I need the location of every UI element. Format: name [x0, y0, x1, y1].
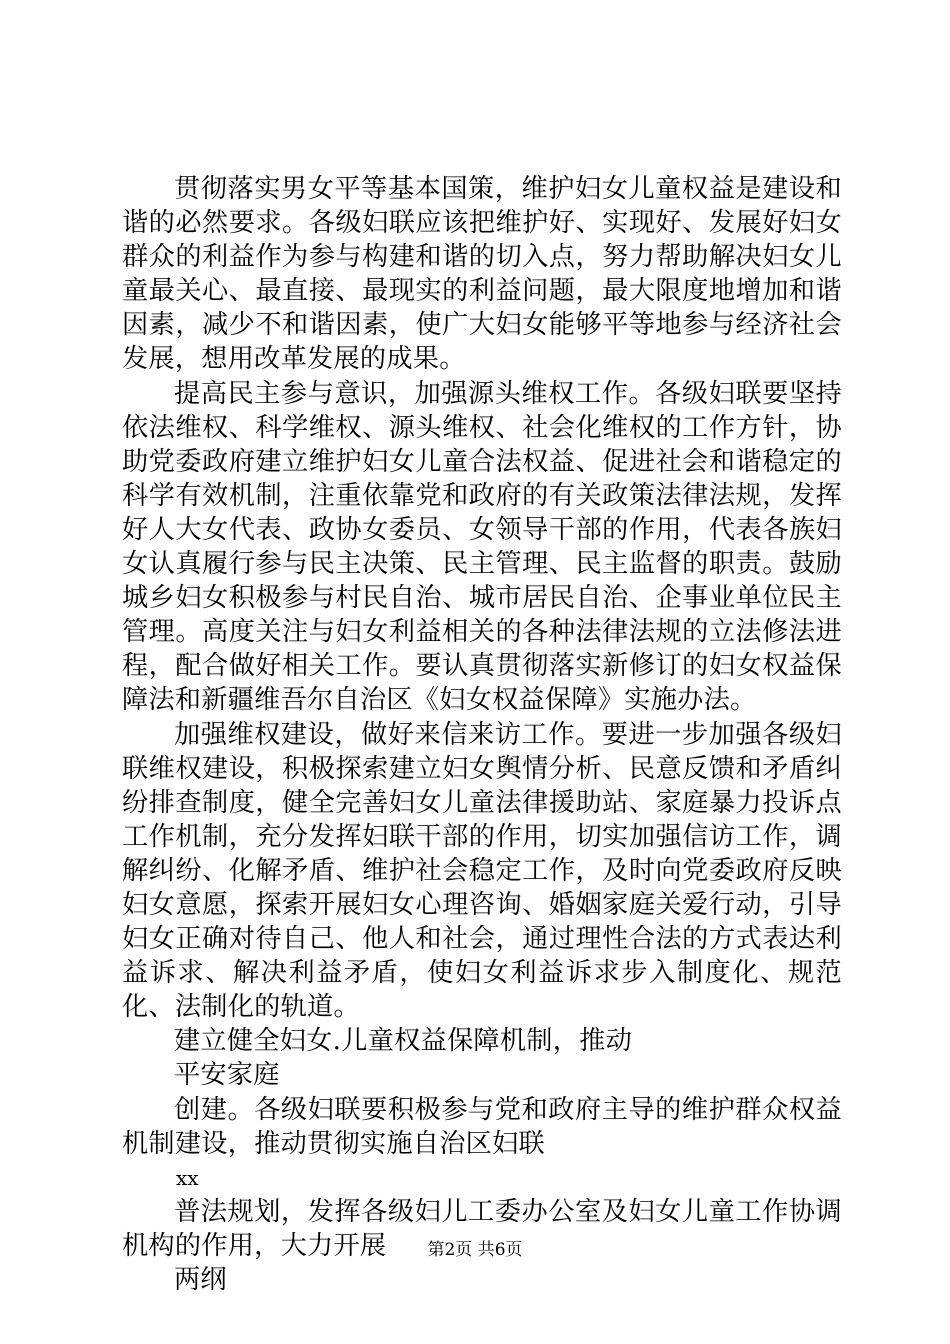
paragraph-creation: 创建。各级妇联要积极参与党和政府主导的维护群众权益机制建设，推动贯彻实施自治区妇联 — [122, 1094, 842, 1159]
paragraph-legal-education: 普法规划，发挥各级妇儿工委办公室及妇女儿童工作协调机构的作用，大力开展 — [122, 1196, 842, 1261]
line-placeholder-xx: xx — [176, 1165, 199, 1190]
paragraph-equality-policy: 贯彻落实男女平等基本国策，维护妇女儿童权益是建设和谐的必然要求。各级妇联应该把维护好、实现好、发展好妇女群众的利益作为参与构建和谐的切入点，努力帮助解决妇女儿童最关心、最直接、最现实的利益问题，最大限度地增加和谐因素，减少不和谐因素，使广大妇女能够平等地参与经济社会发展，想用改革发展的成果。 — [122, 174, 842, 375]
line-safe-family: 平安家庭 — [174, 1060, 280, 1091]
page-footer — [0, 1238, 950, 1262]
line-two-outlines: 两纲 — [174, 1265, 227, 1295]
paragraph-democratic-participation: 提高民主参与意识，加强源头维权工作。各级妇联要坚持依法维权、科学维权、源头维权、社会化维权的工作方针，协助党委政府建立维护妇女儿童合法权益、促进社会和谐稳定的科学有效机制，注重依靠党和政府的有关政策法律法规，发挥好人大女代表、政协女委员、女领导干部的作用，代表各族妇女认真履行参与民主决策、民主管理、民主监督的职责。鼓励城乡妇女积极参与村民自治、城市居民自治、企事业单位民主管理。高度关注与妇女利益相关的各种法律法规的立法修法进程，配合做好相关工作。要认真贯彻落实新修订的妇女权益保障法和新疆维吾尔自治区《妇女权益保障》实施办法。 — [122, 378, 842, 716]
line-rights-mechanism: 建立健全妇女.儿童权益保障机制，推动 — [174, 1026, 633, 1057]
paragraph-rights-construction: 加强维权建设，做好来信来访工作。要进一步加强各级妇联维权建设，积极探索建立妇女舆情分析、民意反馈和矛盾纠纷排查制度，健全完善妇女儿童法律援助站、家庭暴力投诉点工作机制，充分发挥妇联干部的作用，切实加强信访工作，调解纠纷、化解矛盾、维护社会稳定工作，及时向党委政府反映妇女意愿，探索开展妇女心理咨询、婚姻家庭关爱行动，引导妇女正确对待自己、他人和社会，通过理性合法的方式表达利益诉求、解决利益矛盾，使妇女利益诉求步入制度化、规范化、法制化的轨道。 — [122, 719, 842, 1023]
document-body — [122, 172, 842, 1297]
page-indicator: 第2页 共6页 — [427, 1240, 523, 1260]
